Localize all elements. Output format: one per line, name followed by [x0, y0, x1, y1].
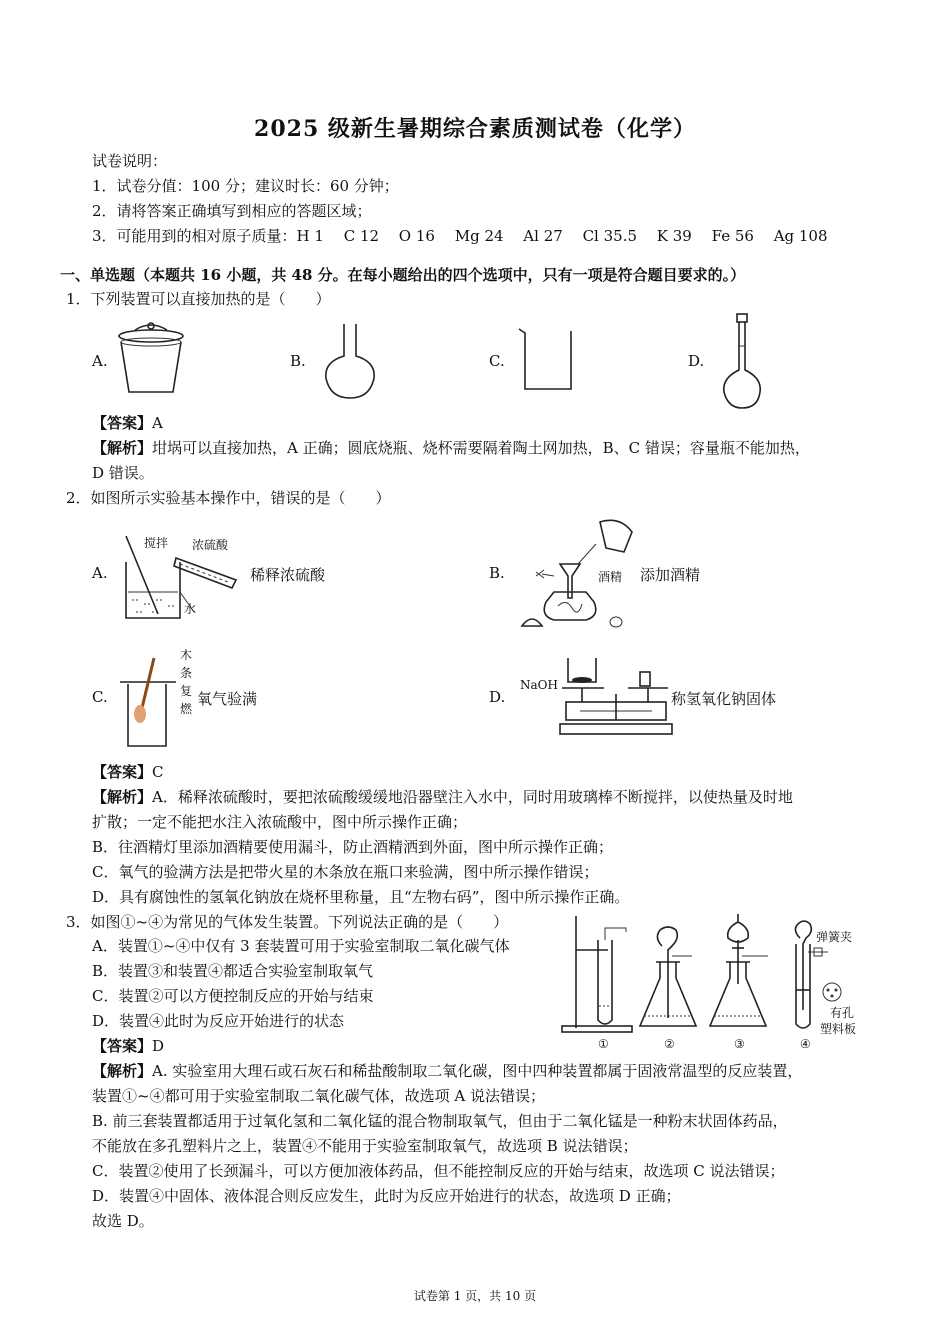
q3-analysis-line	[92, 1060, 802, 1082]
label-n1: ①	[598, 1037, 609, 1051]
side-char: 木	[180, 648, 193, 662]
answer-value: D	[152, 1037, 165, 1055]
instruction-item: 3．可能用到的相对原子质量：H 1 C 12 O 16 Mg 24 Al 27 Cl 35.5 K 39 Fe 56 Ag 108	[92, 227, 828, 245]
q3-analysis-line: C．装置②使用了长颈漏斗，可以方便加液体药品，但不能控制反应的开始与结束，故选项 C 说法错误；	[92, 1162, 785, 1180]
side-char: 复	[180, 684, 193, 698]
q3-option-c[interactable]: C．装置②可以方便控制反应的开始与结束	[92, 987, 374, 1005]
analysis-text: A. 实验室用大理石或石灰石和稀盐酸制取二氧化碳，图中四种装置都属于固液常温型的反应装置，	[152, 1062, 803, 1080]
q2-caption-d: 称氢氧化钠固体	[671, 690, 777, 708]
q2-analysis-line	[92, 786, 793, 808]
q3-option-a[interactable]: A．装置①~④中仅有 3 套装置可用于实验室制取二氧化碳气体	[92, 937, 510, 955]
gas-generator-apparatus-icon	[556, 910, 856, 1040]
q3-stem: 3．如图①~④为常见的气体发生装置。下列说法正确的是（ ）	[66, 913, 509, 931]
label-plate-2: 塑料板	[820, 1022, 857, 1036]
q2-stem: 2．如图所示实验基本操作中，错误的是（ ）	[66, 489, 391, 507]
side-char: 燃	[180, 702, 193, 716]
instruction-item: 2．请将答案正确填写到相应的答题区域；	[92, 202, 372, 220]
oxygen-test-diagram-icon	[118, 650, 178, 750]
q1-option-d[interactable]: D.	[688, 352, 705, 370]
label-stir: 搅拌	[144, 536, 169, 550]
q3-analysis-line: D．装置④中固体、液体混合则反应发生，此时为反应开始进行的状态，故选项 D 正确；	[92, 1187, 681, 1205]
volumetric-flask-icon	[718, 312, 768, 412]
q2-caption-b: 添加酒精	[640, 566, 701, 584]
page-footer: 试卷第 1 页，共 10 页	[413, 1289, 537, 1303]
answer-value: C	[152, 763, 164, 781]
q2-answer	[92, 761, 164, 783]
q3-analysis-line: 装置①~④都可用于实验室制取二氧化碳气体，故选项 A 说法错误；	[92, 1087, 545, 1105]
answer-label: 【答案】	[92, 1037, 153, 1055]
q2-analysis-line: D．具有腐蚀性的氢氧化钠放在烧杯里称量，且“左物右码”，图中所示操作正确。	[92, 888, 630, 906]
q1-analysis-line1	[92, 437, 810, 459]
label-plate-1: 有孔	[830, 1006, 855, 1020]
analysis-label: 【解析】	[92, 1062, 153, 1080]
section-heading: 一、单选题（本题共 16 小题，共 48 分。在每小题给出的四个选项中，只有一项是符合题目要求的。）	[60, 266, 746, 284]
label-water: 水	[184, 602, 197, 616]
q3-option-d[interactable]: D．装置④此时为反应开始进行的状态	[92, 1012, 345, 1030]
q1-stem: 1．下列装置可以直接加热的是（ ）	[66, 290, 331, 308]
q3-analysis-line: 故选 D。	[92, 1212, 154, 1230]
q2-caption-c: 氧气验满	[197, 690, 258, 708]
label-n3: ③	[734, 1037, 745, 1051]
label-clip: 弹簧夹	[816, 930, 853, 944]
round-flask-icon	[320, 322, 380, 402]
label-acid: 浓硫酸	[192, 538, 229, 552]
balance-diagram-icon	[560, 654, 672, 744]
q2-analysis-line: C．氧气的验满方法是把带火星的木条放在瓶口来验满，图中所示操作错误；	[92, 863, 599, 881]
q2-analysis-line: B．往酒精灯里添加酒精要使用漏斗，防止酒精洒到外面，图中所示操作正确；	[92, 838, 614, 856]
q3-option-b[interactable]: B．装置③和装置④都适合实验室制取氧气	[92, 962, 374, 980]
analysis-label: 【解析】	[92, 439, 153, 457]
instruction-item: 1．试卷分值：100 分；建议时长：60 分钟；	[92, 177, 399, 195]
analysis-text: A．稀释浓硫酸时，要把浓硫酸缓缓地沿器壁注入水中，同时用玻璃棒不断搅拌，以使热量及时地	[152, 788, 793, 806]
q3-analysis-line: B. 前三套装置都适用于过氧化氢和二氧化锰的混合物制取氧气，但由于二氧化锰是一种粉末状固体药品，	[92, 1112, 788, 1130]
instructions-heading: 试卷说明：	[92, 152, 168, 170]
analysis-label: 【解析】	[92, 788, 153, 806]
q1-option-a[interactable]: A.	[92, 352, 108, 370]
q2-caption-a: 稀释浓硫酸	[250, 566, 326, 584]
q2-option-d[interactable]: D.	[489, 688, 506, 706]
crucible-icon	[115, 322, 195, 397]
q3-analysis-line: 不能放在多孔塑料片之上，装置④不能用于实验室制取氧气，故选项 B 说法错误；	[92, 1137, 638, 1155]
q2-option-a[interactable]: A.	[92, 564, 108, 582]
label-alcohol: 酒精	[598, 570, 623, 584]
q1-option-b[interactable]: B.	[290, 352, 306, 370]
answer-label: 【答案】	[92, 763, 153, 781]
q1-answer	[92, 412, 163, 434]
label-naoh: NaOH	[520, 678, 558, 692]
label-n4: ④	[800, 1037, 811, 1051]
side-labels	[180, 646, 192, 718]
label-n2: ②	[664, 1037, 675, 1051]
q2-analysis-line: 扩散；一定不能把水注入浓硫酸中，图中所示操作正确；	[92, 813, 468, 831]
q2-option-b[interactable]: B.	[489, 564, 505, 582]
q3-answer	[92, 1035, 164, 1057]
answer-label: 【答案】	[92, 414, 153, 432]
page-title: 2025 级新生暑期综合素质测试卷（化学）	[254, 116, 696, 142]
analysis-text: 坩埚可以直接加热，A 正确；圆底烧瓶、烧杯需要隔着陶土网加热，B、C 错误；容量瓶不能加热，	[152, 439, 810, 457]
q2-option-c[interactable]: C.	[92, 688, 108, 706]
q1-analysis-line2: D 错误。	[92, 464, 154, 482]
side-char: 条	[180, 666, 193, 680]
q1-option-c[interactable]: C.	[489, 352, 505, 370]
answer-value: A	[152, 414, 163, 432]
beaker-icon	[515, 325, 575, 395]
